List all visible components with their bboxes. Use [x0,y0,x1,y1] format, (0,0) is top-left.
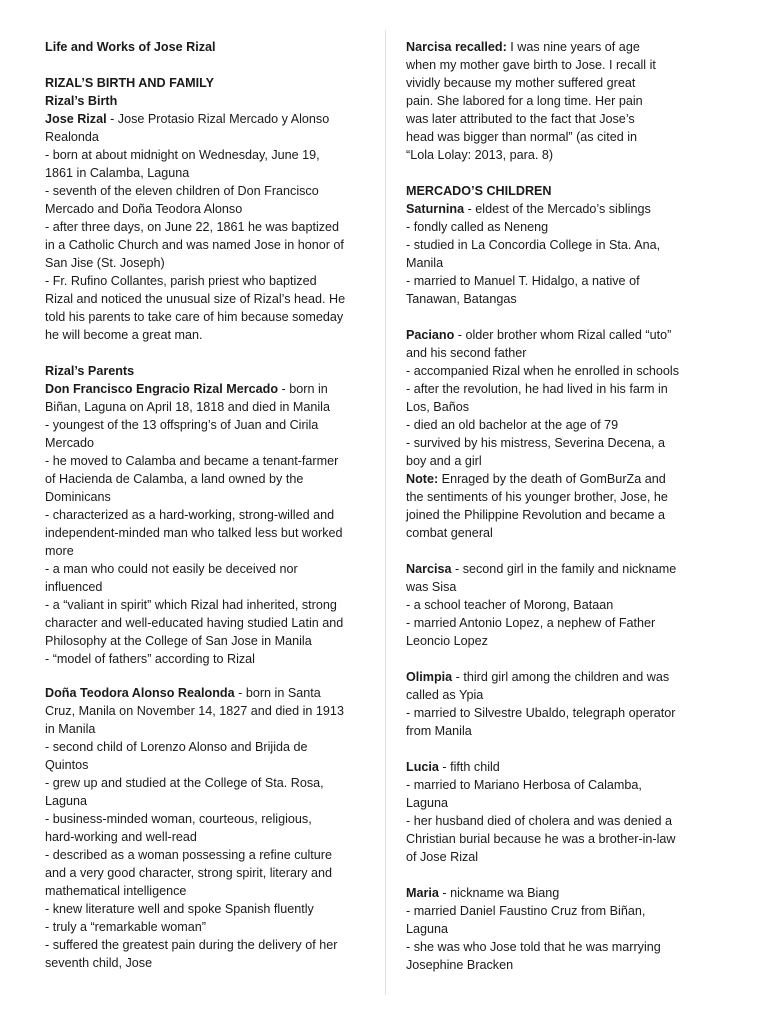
entry-father [45,380,363,668]
entry-text: - Jose Protasio Rizal Mercado y Alonso [106,112,330,126]
entry-text: - married to Mariano Herbosa of Calamba, [406,778,642,792]
entry-text: called as Ypia [406,688,484,702]
entry-text: pain. She labored for a long time. Her pain [406,94,643,108]
entry-name: Don Francisco Engracio Rizal Mercado [45,382,279,396]
entry-text: Biñan, Laguna on April 18, 1818 and died in Manila [45,400,330,414]
column-divider [385,30,386,995]
entry-text: Laguna [406,796,449,810]
entry-name: Doña Teodora Alonso Realonda [45,686,235,700]
entry-text: - her husband died of cholera and was denied a [406,814,673,828]
entry-label: Narcisa recalled: [406,40,507,54]
entry-text: Dominicans [45,490,111,504]
entry-text: Laguna [406,922,449,936]
entry-text: was later attributed to the fact that Jose’s [406,112,635,126]
entry-text: - accompanied Rizal when he enrolled in schools [406,364,680,378]
right-column [406,38,724,974]
entry-text: Josephine Bracken [406,958,514,972]
entry-text: - she was who Jose told that he was marrying [406,940,661,954]
entry-text: - he moved to Calamba and became a tenant-farmer [45,454,339,468]
entry-text: - a “valiant in spirit” which Rizal had inherited, strong [45,598,337,612]
note-label: Note: [406,472,439,486]
entry-name: Paciano [406,328,455,342]
entry-text: - survived by his mistress, Severina Decena, a [406,436,665,450]
entry-text: he will become a great man. [45,328,203,342]
entry-text: Realonda [45,130,99,144]
entry-text: character and well-educated having studied Latin and [45,616,344,630]
note-text: joined the Philippine Revolution and became a [406,508,666,522]
entry-text: Manila [406,256,444,270]
entry-text: - married Daniel Faustino Cruz from Biñan, [406,904,646,918]
entry-text: told his parents to take care of him because someday [45,310,344,324]
left-column [45,38,363,972]
entry-lucia [406,758,724,866]
entry-text: - youngest of the 13 offspring’s of Juan and Cirila [45,418,319,432]
entry-text: - characterized as a hard-working, strong-willed and [45,508,335,522]
entry-text: - born at about midnight on Wednesday, June 19, [45,148,320,162]
entry-text: in a Catholic Church and was named Jose in honor of [45,238,344,252]
entry-text: - seventh of the eleven children of Don Francisco [45,184,319,198]
entry-text: - married Antonio Lopez, a nephew of Father [406,616,656,630]
entry-text: Rizal and noticed the unusual size of Rizal’s head. He [45,292,346,306]
entry-text: - “model of fathers” according to Rizal [45,652,255,666]
entry-text: Mercado and Doña Teodora Alonso [45,202,243,216]
entry-text: 1861 in Calamba, Laguna [45,166,190,180]
entry-text: - married to Silvestre Ubaldo, telegraph operator [406,706,676,720]
entry-text: Los, Baños [406,400,470,414]
entry-text: mathematical intelligence [45,884,187,898]
entry-text: - knew literature well and spoke Spanish fluently [45,902,314,916]
entry-text: - married to Manuel T. Hidalgo, a native of [406,274,640,288]
entry-text: - eldest of the Mercado’s siblings [464,202,651,216]
entry-text: - truly a “remarkable woman” [45,920,206,934]
entry-text: - second girl in the family and nickname [451,562,677,576]
entry-text: - nickname wa Biang [438,886,560,900]
subheading-rizals-parents: Rizal’s Parents [45,364,135,378]
entry-name: Maria [406,886,439,900]
entry-name: Jose Rizal [45,112,107,126]
entry-name: Narcisa [406,562,452,576]
entry-text: - suffered the greatest pain during the delivery of her [45,938,338,952]
entry-text: influenced [45,580,103,594]
entry-text: Philosophy at the College of San Jose in Manila [45,634,312,648]
entry-text: Laguna [45,794,88,808]
section-heading-birth-family: RIZAL’S BIRTH AND FAMILY [45,76,215,90]
section-heading-mercados-children: MERCADO’S CHILDREN [406,184,552,198]
entry-text: when my mother gave birth to Jose. I recall it [406,58,656,72]
entry-text: and his second father [406,346,527,360]
entry-mother [45,684,363,972]
document-title: Life and Works of Jose Rizal [45,40,216,54]
note-text: Enraged by the death of GomBurZa and [438,472,666,486]
entry-text: Christian burial because he was a brother-in-law [406,832,676,846]
entry-text: - Fr. Rufino Collantes, parish priest who baptized [45,274,317,288]
entry-text: I was nine years of age [506,40,640,54]
entry-text: - business-minded woman, courteous, religious, [45,812,312,826]
entry-text: and a very good character, strong spirit, literary and [45,866,333,880]
entry-text: - born in Santa [234,686,321,700]
entry-text: head was bigger than normal” (as cited in [406,130,638,144]
entry-text: Quintos [45,758,89,772]
entry-text: independent-minded man who talked less but worked [45,526,343,540]
entry-name: Olimpia [406,670,453,684]
entry-text: - older brother whom Rizal called “uto” [454,328,672,342]
entry-text: from Manila [406,724,472,738]
entry-name: Lucia [406,760,439,774]
entry-text: more [45,544,74,558]
entry-text: of Hacienda de Calamba, a land owned by the [45,472,304,486]
entry-text: of Jose Rizal [406,850,479,864]
entry-text: - born in [278,382,328,396]
entry-narcisa [406,560,724,650]
entry-text: seventh child, Jose [45,956,153,970]
entry-text: “Lola Lolay: 2013, para. 8) [406,148,554,162]
entry-text: - died an old bachelor at the age of 79 [406,418,619,432]
entry-text: - after the revolution, he had lived in his farm in [406,382,668,396]
entry-text: - fondly called as Neneng [406,220,549,234]
entry-text: was Sisa [406,580,457,594]
entry-text: - third girl among the children and was [452,670,670,684]
entry-text: hard-working and well-read [45,830,197,844]
entry-text: - studied in La Concordia College in Sta. Ana, [406,238,661,252]
entry-text: Cruz, Manila on November 14, 1827 and died in 1913 [45,704,344,718]
entry-text: - fifth child [438,760,500,774]
entry-text: vividly because my mother suffered great [406,76,636,90]
note-text: combat general [406,526,493,540]
note-text: the sentiments of his younger brother, Jose, he [406,490,668,504]
entry-name: Saturnina [406,202,465,216]
entry-text: - grew up and studied at the College of Sta. Rosa, [45,776,324,790]
entry-text: - second child of Lorenzo Alonso and Brijida de [45,740,308,754]
entry-jose-rizal [45,110,363,344]
entry-text: Tanawan, Batangas [406,292,517,306]
entry-olimpia [406,668,724,740]
entry-narcisa-recalled [406,38,724,164]
entry-text: - a man who could not easily be deceived nor [45,562,298,576]
entry-maria [406,884,724,974]
entry-text: Mercado [45,436,94,450]
entry-paciano [406,326,724,542]
entry-text: boy and a girl [406,454,482,468]
entry-saturnina [406,200,724,308]
subheading-rizals-birth: Rizal’s Birth [45,94,118,108]
entry-text: Leoncio Lopez [406,634,488,648]
entry-text: - a school teacher of Morong, Bataan [406,598,614,612]
entry-text: San Jise (St. Joseph) [45,256,165,270]
entry-text: in Manila [45,722,96,736]
entry-text: - after three days, on June 22, 1861 he was baptized [45,220,340,234]
entry-text: - described as a woman possessing a refine culture [45,848,333,862]
